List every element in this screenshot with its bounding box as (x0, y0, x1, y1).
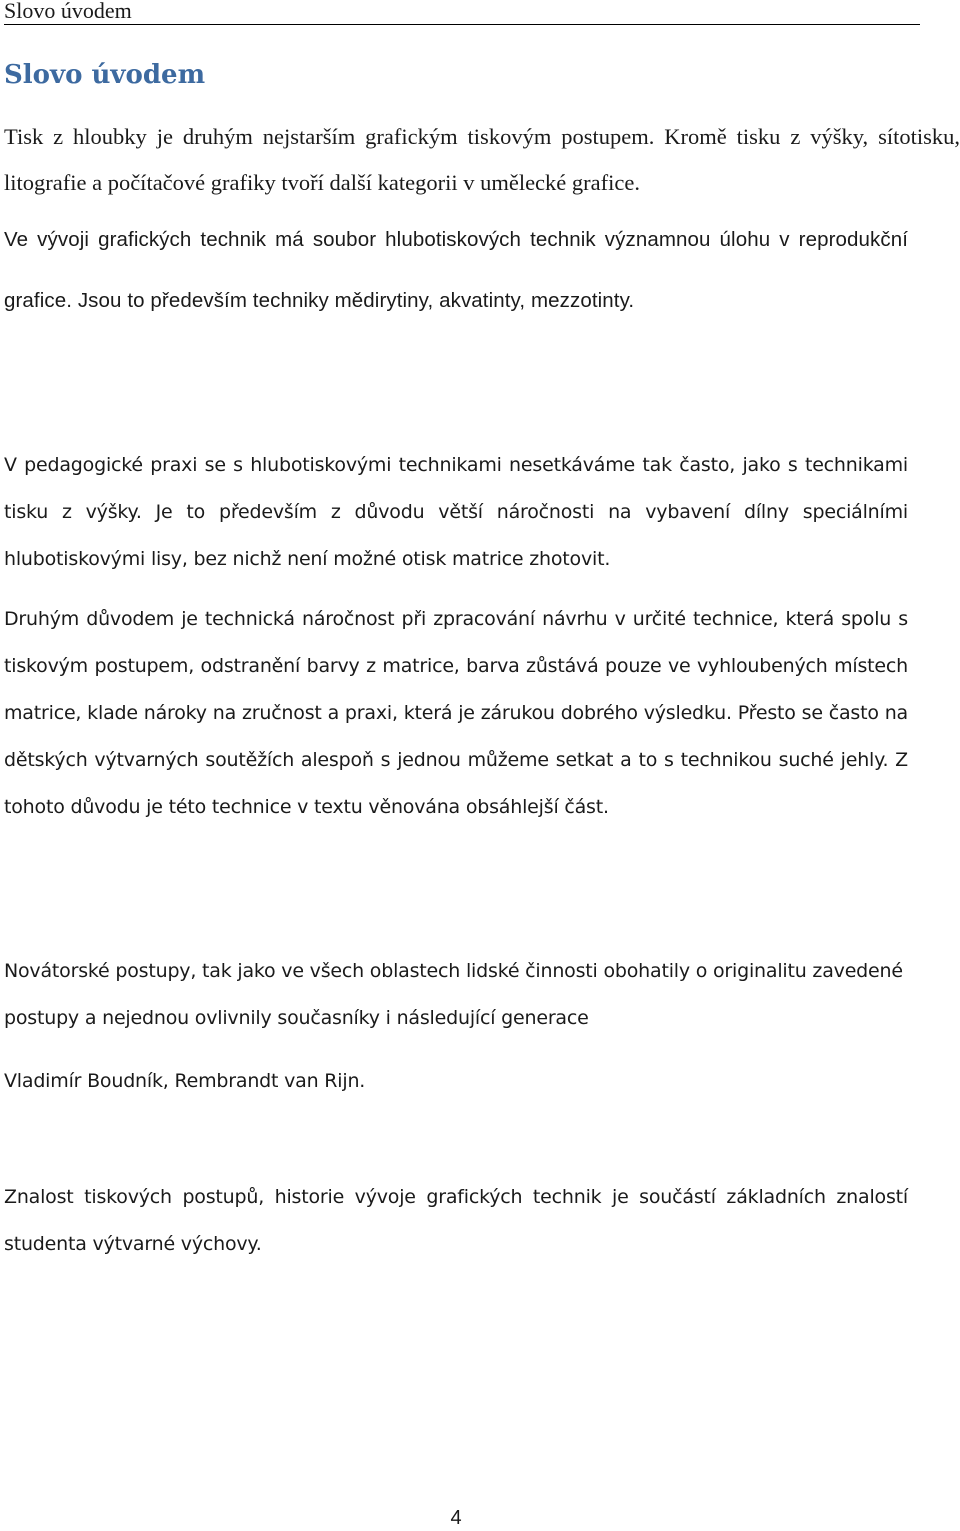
page-title: Slovo úvodem (4, 60, 206, 90)
paragraph-innovation: Novátorské postupy, tak jako ve všech oblastech lidské činnosti obohatily o originalitu zavedené postupy a nejednou ovlivnily současníky i následující generace (4, 960, 903, 1029)
paragraph-artists: Vladimír Boudník, Rembrandt van Rijn. (4, 1070, 366, 1092)
running-header: Slovo úvodem (4, 0, 920, 25)
paragraph-second-reason: Druhým důvodem je technická náročnost při zpracování návrhu v určité technice, která spolu s tiskovým postupem, odstranění barvy z matrice, barva zůstává pouze ve vyhloubených místech matrice, klade nároky na zručnost a praxi, která je zárukou dobrého výsledku. Přesto se často na dětských výtvarných soutěžích alespoň s jednou můžeme setkat a to s technikou suché jehly. Z tohoto důvodu je této technice v textu věnována obsáhlejší část. (4, 608, 908, 818)
paragraph-intro: Tisk z hloubky je druhým nejstarším grafickým tiskovým postupem. Kromě tisku z výšky, sítotisku, litografie a počítačové grafiky tvoří další kategorii v umělecké grafice. (4, 124, 960, 195)
paragraph-knowledge: Znalost tiskových postupů, historie vývoje grafických technik je součástí základních znalostí studenta výtvarné výchovy. (4, 1186, 908, 1255)
paragraph-techniques: Ve vývoji grafických technik má soubor hlubotiskových technik významnou úlohu v reprodukční grafice. Jsou to především techniky mědirytiny, akvatinty, mezzotinty. (4, 228, 908, 312)
page-number: 4 (450, 1507, 462, 1529)
paragraph-pedagogy: V pedagogické praxi se s hlubotiskovými technikami nesetkáváme tak často, jako s technikami tisku z výšky. Je to především z důvodu větší náročnosti na vybavení dílny speciálními hlubotiskovými lisy, bez nichž není možné otisk matrice zhotovit. (4, 454, 908, 570)
